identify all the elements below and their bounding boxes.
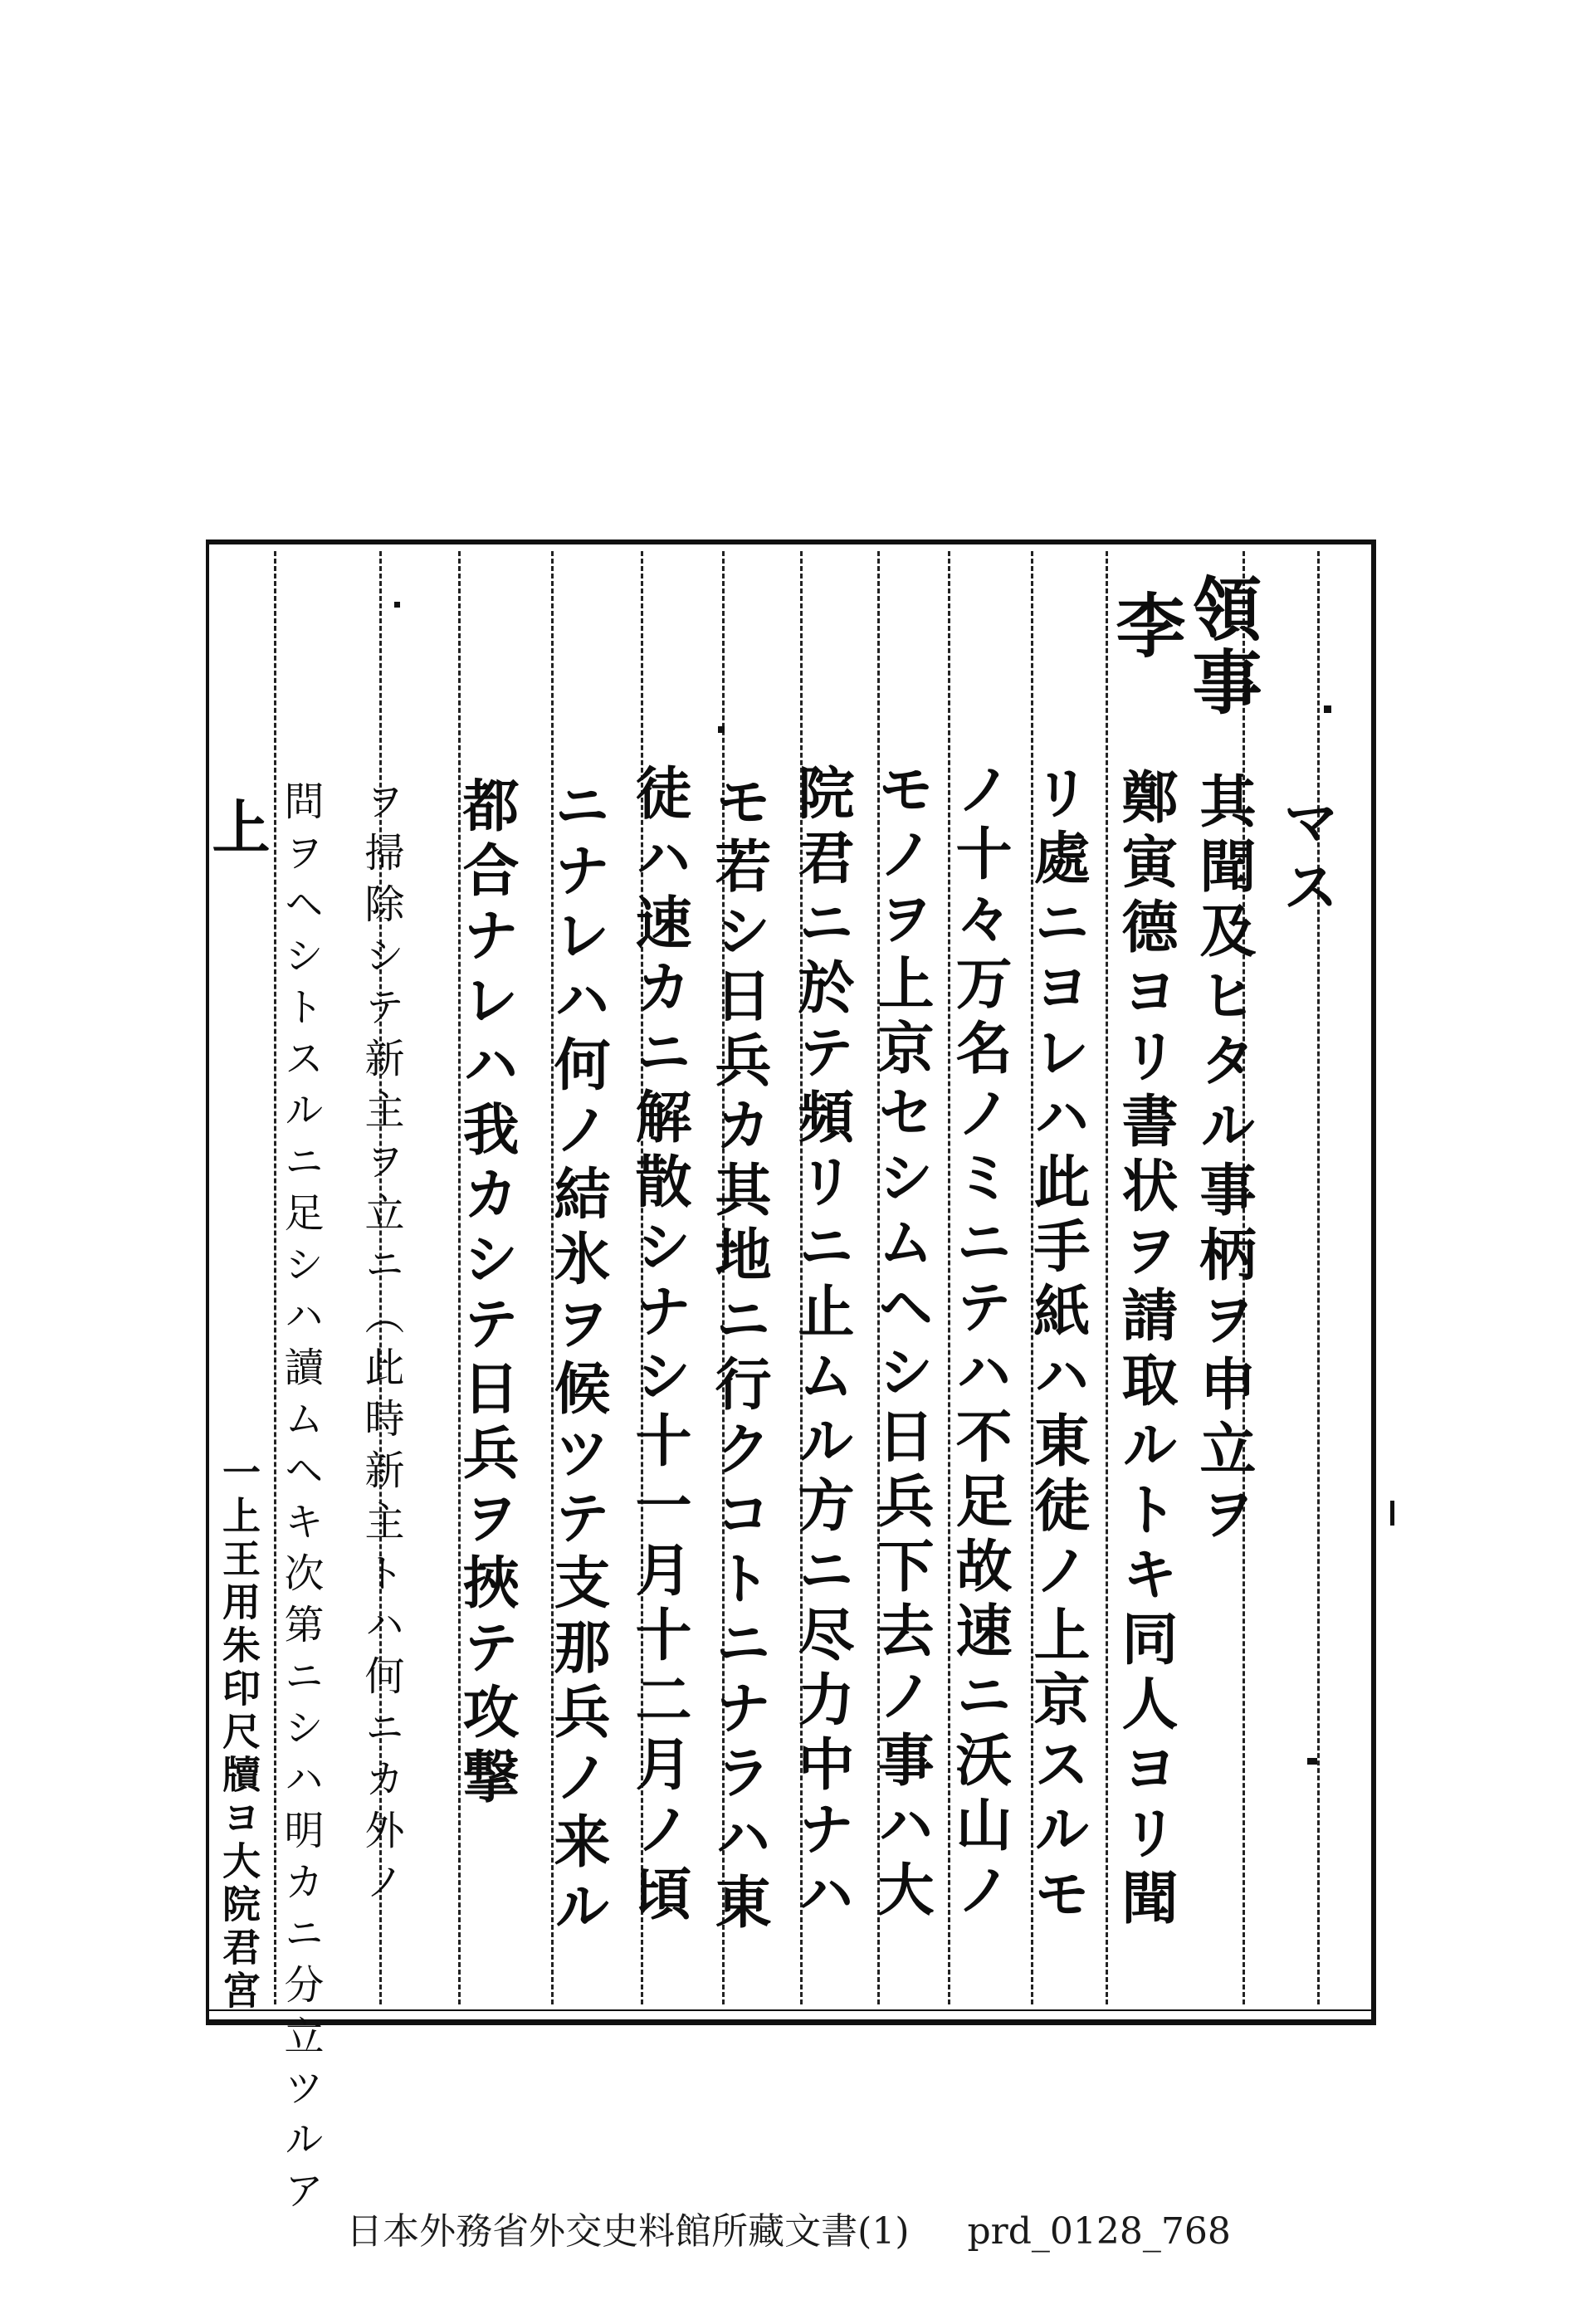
scan-speck	[1324, 706, 1331, 713]
text-column: 徒ハ速カニ解散シナシ十一月十二月ノ頃	[626, 764, 692, 1929]
text-column: ヲ掃除シテ新主ヲ立ニ（此時新主トハ何ニカ外ノ	[358, 780, 404, 1912]
column-rule	[1106, 551, 1108, 2004]
collection-name: 日本外務省外交史料館所藏文書(1)	[346, 2210, 910, 2253]
scan-speck	[394, 602, 400, 608]
scan-speck	[1307, 1758, 1317, 1765]
column-rule	[274, 551, 276, 2004]
scan-speck	[1390, 1501, 1394, 1526]
column-rule	[1317, 551, 1320, 2004]
column-heading: 李	[1105, 589, 1187, 662]
margin-mark: 上	[203, 797, 271, 863]
text-column: マス	[1273, 793, 1340, 922]
text-column: 都合ナレハ我カシテ日兵ヲ挾テ攻撃	[453, 776, 520, 1812]
text-column: 院君ニ於テ頻リニ止ムル方ニ尽力中ナハ	[788, 764, 855, 1929]
annotation-column: 問ヲヘシトスルニ足シハ讀ムヘキ次第ニシハ明カニ分立ツルア	[277, 780, 324, 2221]
archive-caption	[0, 2201, 1577, 2254]
text-column: ニナレハ何ノ結氷ヲ候ツテ支那兵ノ来ル	[544, 776, 611, 1941]
text-column: 其聞及ヒタル事柄ヲ申立ヲ	[1190, 772, 1257, 1549]
text-column: モ若シ日兵カ其地ニ行クコトニナラハ東	[706, 772, 772, 1937]
text-column: 鄭寅德ヨリ書状ヲ請取ルトキ同人ヨリ聞	[1112, 768, 1179, 1933]
column-heading: 領事	[1181, 573, 1263, 719]
text-column: リ處ニヨレハ此手紙ハ東徒ノ上京スルモ	[1024, 764, 1091, 1929]
side-note-column: 一上王用朱印尺牘ヨ大院君宮	[217, 1452, 261, 2014]
scan-speck	[718, 726, 725, 733]
text-column: ノ十々万名ノミニテハ不足故速ニ沃山ノ	[946, 759, 1013, 1925]
text-column: モノヲ上京セシムヘシ日兵下去ノ事ハ大	[868, 759, 935, 1925]
reference-id: prd_0128_768	[967, 2210, 1231, 2253]
